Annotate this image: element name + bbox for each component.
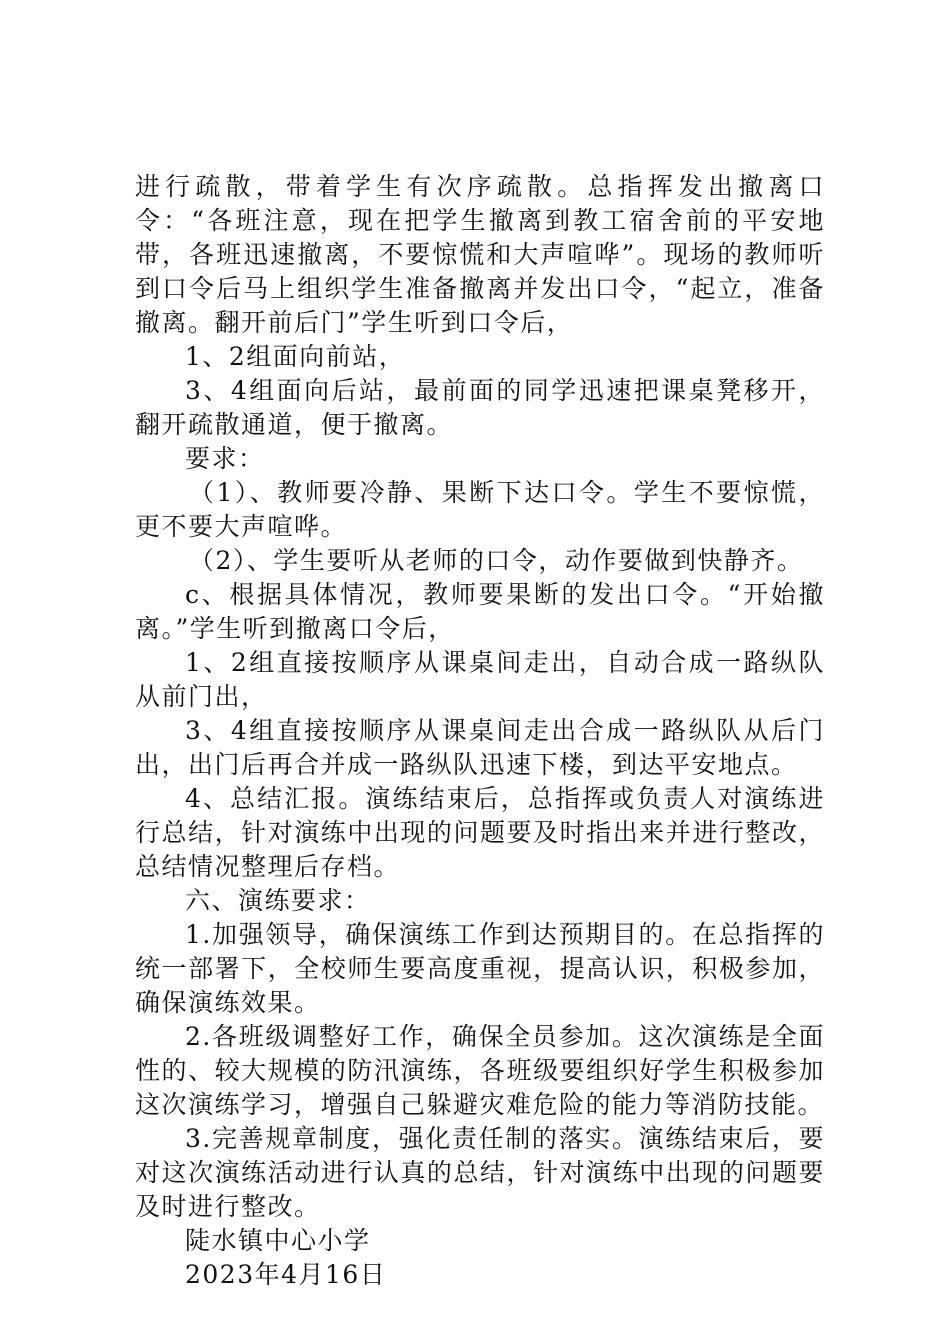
paragraph-drill-req-3: 3.完善规章制度，强化责任制的落实。演练结束后，要对这次演练活动进行认真的总结，针对演练中出现的问题要及时进行整改。 [135,1124,825,1221]
paragraph-group-3-4-exit: 3、4组直接按顺序从课桌间走出合成一路纵队从后门出，出门后再合并成一路纵队迅速下楼，到达平安地点。 [135,716,825,779]
paragraph-summary-report: 4、总结汇报。演练结束后，总指挥或负责人对演练进行总结，针对演练中出现的问题要及时指出来并进行整改，总结情况整理后存档。 [135,784,825,881]
paragraph-drill-req-2: 2.各班级调整好工作，确保全员参加。这次演练是全面性的、较大规模的防汛演练，各班级要组织好学生积极参加这次演练学习，增强自己躲避灾难危险的能力等消防技能。 [135,1022,825,1119]
signature-organization: 陡水镇中心小学 [185,1226,371,1255]
paragraph-group-3-4-stand: 3、4组面向后站，最前面的同学迅速把课桌凳移开，翻开疏散通道，便于撤离。 [135,376,825,439]
document-body [135,170,825,1292]
paragraph-group-1-2-exit: 1、2组直接按顺序从课桌间走出，自动合成一路纵队从前门出， [135,648,825,711]
paragraph-evacuation-order: 进行疏散，带着学生有次序疏散。总指挥发出撤离口令：“各班注意，现在把学生撤离到教工宿舍前的平安地带，各班迅速撤离，不要惊慌和大声喧哗”。现场的教师听到口令后马上组织学生准备撤离并发出口令，“起立，准备撤离。翻开前后门”学生听到口令后， [135,172,825,337]
section-heading-drill-requirements: 六、演练要求： [185,886,371,915]
signature-date: 2023年4月16日 [185,1260,387,1289]
paragraph-requirement-1: （1）、教师要冷静、果断下达口令。学生不要惊慌，更不要大声喧哗。 [135,478,825,541]
paragraph-step-c: c、根据具体情况，教师要果断的发出口令。“开始撤离。”学生听到撤离口令后， [135,580,825,643]
paragraph-drill-req-1: 1.加强领导，确保演练工作到达预期目的。在总指挥的统一部署下，全校师生要高度重视，提高认识，积极参加，确保演练效果。 [135,920,825,1017]
paragraph-requirement-2: （2）、学生要听从老师的口令，动作要做到快静齐。 [189,546,804,575]
paragraph-group-1-2-stand: 1、2组面向前站， [185,342,406,371]
paragraph-requirements-label: 要求： [185,444,265,473]
